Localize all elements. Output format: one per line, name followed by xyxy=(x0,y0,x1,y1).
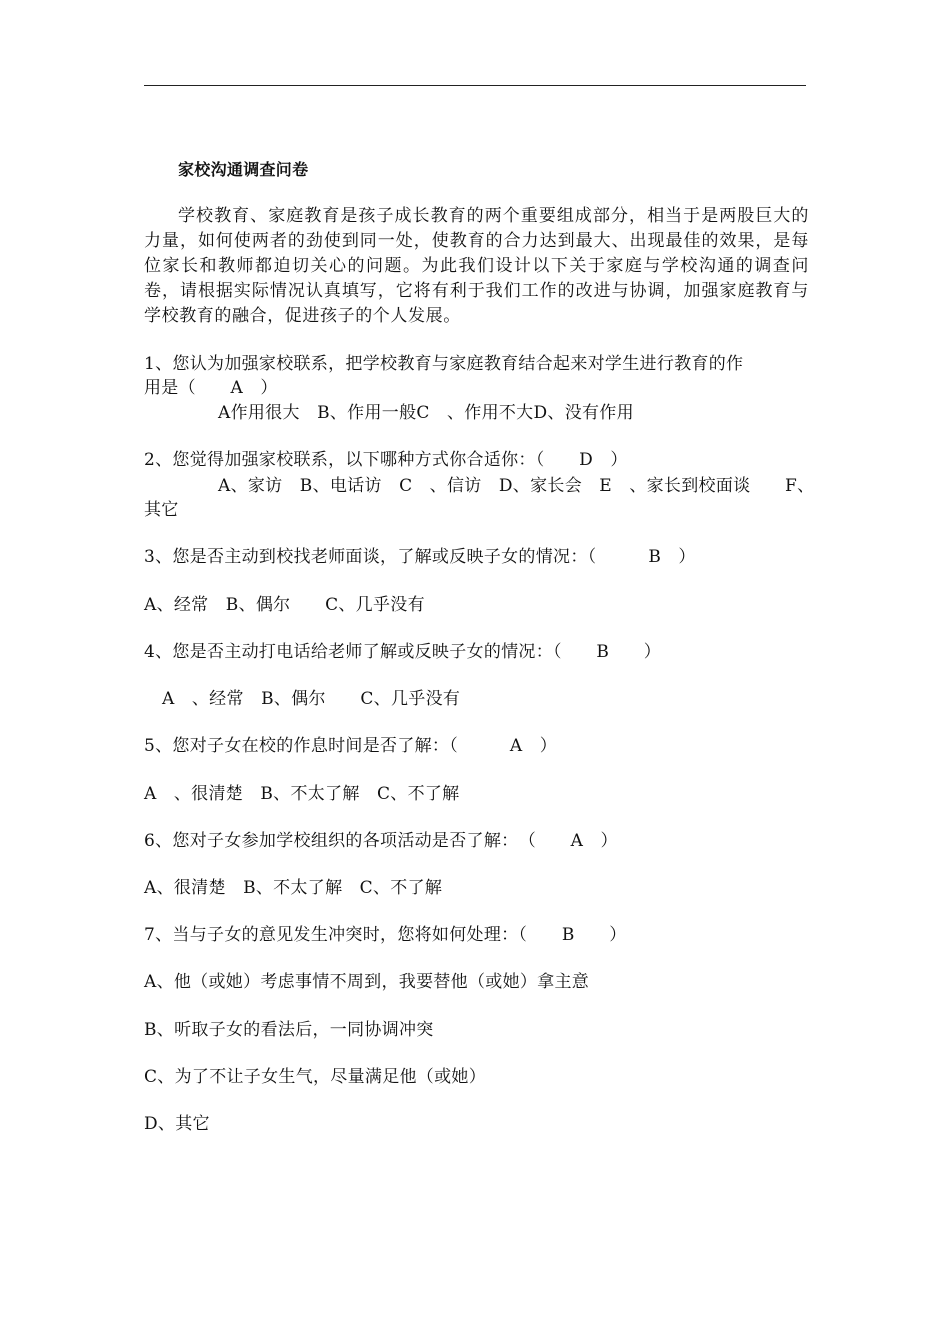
question-1-text: 1、您认为加强家校联系，把学校教育与家庭教育结合起来对学生进行教育的作 xyxy=(144,354,744,374)
question-5-text: 5、您对子女在校的作息时间是否了解：（ A ） xyxy=(144,736,558,756)
question-3-text: 3、您是否主动到校找老师面谈，了解或反映子女的情况：（ B ） xyxy=(144,547,696,567)
question-7-option-c: C、为了不让子女生气，尽量满足他（或她） xyxy=(144,1067,487,1087)
question-6-text: 6、您对子女参加学校组织的各项活动是否了解： （ A ） xyxy=(144,831,618,851)
question-2-text: 2、您觉得加强家校联系，以下哪种方式你合适你：（ D ） xyxy=(144,450,628,470)
question-4-text: 4、您是否主动打电话给老师了解或反映子女的情况：（ B ） xyxy=(144,642,662,662)
question-6-options: A、很清楚 B、不太了解 C、不了解 xyxy=(144,878,443,898)
question-2-options: A、家访 B、电话访 C 、信访 D、家长会 E 、家长到校面谈 F、 xyxy=(218,476,815,496)
header-rule xyxy=(144,85,806,86)
question-4-options: A 、经常 B、偶尔 C、几乎没有 xyxy=(162,689,461,709)
question-1-answer: 用是（ A ） xyxy=(144,378,278,398)
question-2-options-cont: 其它 xyxy=(144,500,179,520)
question-7-option-d: D、其它 xyxy=(144,1114,210,1134)
question-7-option-b: B、听取子女的看法后，一同协调冲突 xyxy=(144,1020,434,1040)
question-1-options: A作用很大 B、作用一般C 、作用不大D、没有作用 xyxy=(218,403,634,423)
question-3-options: A、经常 B、偶尔 C、几乎没有 xyxy=(144,595,425,615)
question-7-text: 7、当与子女的意见发生冲突时，您将如何处理：（ B ） xyxy=(144,925,627,945)
intro-paragraph: 学校教育、家庭教育是孩子成长教育的两个重要组成部分，相当于是两股巨大的力量，如何使两者的劲使到同一处，使教育的合力达到最大、出现最佳的效果，是每位家长和教师都迫切关心的问题。为此我们设计以下关于家庭与学校沟通的调查问卷，请根据实际情况认真填写，它将有利于我们工作的改进与协调，加强家庭教育与学校教育的融合，促进孩子的个人发展。 xyxy=(144,206,809,326)
question-5-options: A 、很清楚 B、不太了解 C、不了解 xyxy=(144,784,460,804)
question-7-option-a: A、他（或她）考虑事情不周到，我要替他（或她）拿主意 xyxy=(144,972,590,992)
document-title: 家校沟通调查问卷 xyxy=(178,160,309,179)
